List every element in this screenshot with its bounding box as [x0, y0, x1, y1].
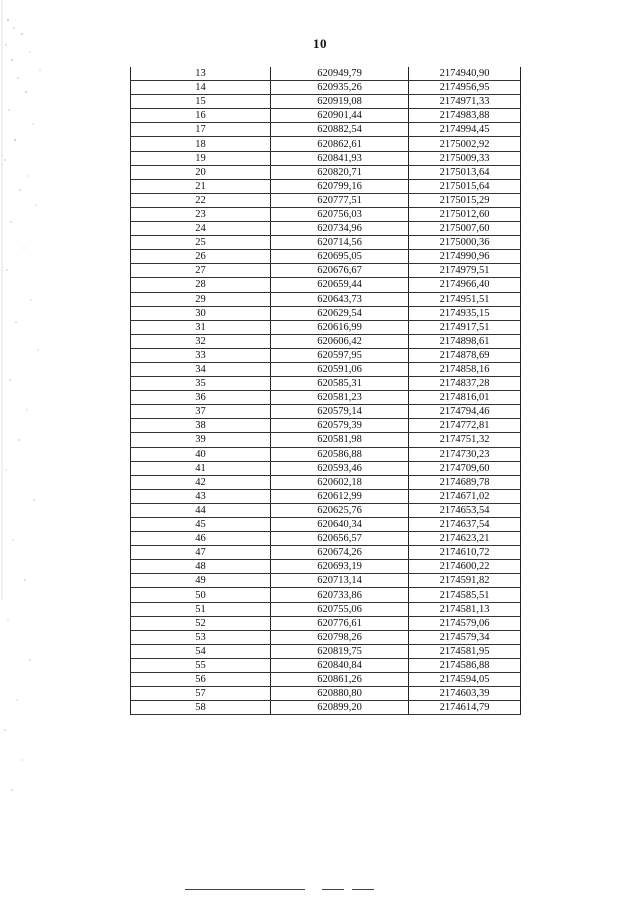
x-coordinate-cell: 620819,75 — [271, 644, 409, 658]
y-coordinate-cell: 2174603,39 — [409, 687, 521, 701]
x-coordinate-cell: 620693,19 — [271, 560, 409, 574]
table-row — [131, 377, 521, 391]
y-coordinate-cell: 2174579,06 — [409, 616, 521, 630]
table-row — [131, 109, 521, 123]
table-row — [131, 475, 521, 489]
y-coordinate-cell: 2174614,79 — [409, 701, 521, 715]
table-row — [131, 123, 521, 137]
point-number-cell: 45 — [131, 518, 271, 532]
y-coordinate-cell: 2174898,61 — [409, 334, 521, 348]
point-number-cell: 17 — [131, 123, 271, 137]
point-number-cell: 37 — [131, 405, 271, 419]
point-number-cell: 43 — [131, 489, 271, 503]
point-number-cell: 46 — [131, 532, 271, 546]
x-coordinate-cell: 620949,79 — [271, 67, 409, 81]
y-coordinate-cell: 2174579,34 — [409, 630, 521, 644]
x-coordinate-cell: 620714,56 — [271, 236, 409, 250]
coordinates-table — [130, 67, 521, 715]
y-coordinate-cell: 2175000,36 — [409, 236, 521, 250]
table-row — [131, 95, 521, 109]
x-coordinate-cell: 620695,05 — [271, 250, 409, 264]
point-number-cell: 31 — [131, 320, 271, 334]
table-row — [131, 362, 521, 376]
point-number-cell: 25 — [131, 236, 271, 250]
x-coordinate-cell: 620901,44 — [271, 109, 409, 123]
x-coordinate-cell: 620581,98 — [271, 433, 409, 447]
x-coordinate-cell: 620880,80 — [271, 687, 409, 701]
x-coordinate-cell: 620643,73 — [271, 292, 409, 306]
y-coordinate-cell: 2174837,28 — [409, 377, 521, 391]
point-number-cell: 24 — [131, 222, 271, 236]
table-row — [131, 81, 521, 95]
x-coordinate-cell: 620625,76 — [271, 503, 409, 517]
y-coordinate-cell: 2174917,51 — [409, 320, 521, 334]
point-number-cell: 21 — [131, 179, 271, 193]
table-row — [131, 630, 521, 644]
table-row — [131, 236, 521, 250]
point-number-cell: 49 — [131, 574, 271, 588]
y-coordinate-cell: 2174878,69 — [409, 348, 521, 362]
y-coordinate-cell: 2174730,23 — [409, 447, 521, 461]
table-row — [131, 518, 521, 532]
y-coordinate-cell: 2175015,29 — [409, 193, 521, 207]
point-number-cell: 19 — [131, 151, 271, 165]
point-number-cell: 58 — [131, 701, 271, 715]
y-coordinate-cell: 2174594,05 — [409, 673, 521, 687]
point-number-cell: 44 — [131, 503, 271, 517]
x-coordinate-cell: 620935,26 — [271, 81, 409, 95]
point-number-cell: 13 — [131, 67, 271, 81]
x-coordinate-cell: 620899,20 — [271, 701, 409, 715]
x-coordinate-cell: 620597,95 — [271, 348, 409, 362]
x-coordinate-cell: 620840,84 — [271, 658, 409, 672]
y-coordinate-cell: 2174966,40 — [409, 278, 521, 292]
point-number-cell: 33 — [131, 348, 271, 362]
table-row — [131, 348, 521, 362]
table-row — [131, 292, 521, 306]
point-number-cell: 35 — [131, 377, 271, 391]
y-coordinate-cell: 2175009,33 — [409, 151, 521, 165]
x-coordinate-cell: 620579,14 — [271, 405, 409, 419]
point-number-cell: 32 — [131, 334, 271, 348]
x-coordinate-cell: 620585,31 — [271, 377, 409, 391]
table-row — [131, 658, 521, 672]
table-row — [131, 193, 521, 207]
x-coordinate-cell: 620581,23 — [271, 391, 409, 405]
x-coordinate-cell: 620612,99 — [271, 489, 409, 503]
table-row — [131, 503, 521, 517]
x-coordinate-cell: 620799,16 — [271, 179, 409, 193]
table-row — [131, 306, 521, 320]
table-row — [131, 419, 521, 433]
y-coordinate-cell: 2174581,95 — [409, 644, 521, 658]
x-coordinate-cell: 620882,54 — [271, 123, 409, 137]
point-number-cell: 36 — [131, 391, 271, 405]
y-coordinate-cell: 2174858,16 — [409, 362, 521, 376]
y-coordinate-cell: 2175007,60 — [409, 222, 521, 236]
x-coordinate-cell: 620798,26 — [271, 630, 409, 644]
point-number-cell: 22 — [131, 193, 271, 207]
point-number-cell: 41 — [131, 461, 271, 475]
point-number-cell: 54 — [131, 644, 271, 658]
x-coordinate-cell: 620777,51 — [271, 193, 409, 207]
x-coordinate-cell: 620616,99 — [271, 320, 409, 334]
y-coordinate-cell: 2174990,96 — [409, 250, 521, 264]
x-coordinate-cell: 620586,88 — [271, 447, 409, 461]
x-coordinate-cell: 620733,86 — [271, 588, 409, 602]
table-row — [131, 207, 521, 221]
point-number-cell: 15 — [131, 95, 271, 109]
point-number-cell: 51 — [131, 602, 271, 616]
point-number-cell: 23 — [131, 207, 271, 221]
point-number-cell: 20 — [131, 165, 271, 179]
y-coordinate-cell: 2174951,51 — [409, 292, 521, 306]
x-coordinate-cell: 620674,26 — [271, 546, 409, 560]
point-number-cell: 39 — [131, 433, 271, 447]
y-coordinate-cell: 2174940,90 — [409, 67, 521, 81]
point-number-cell: 18 — [131, 137, 271, 151]
y-coordinate-cell: 2174637,54 — [409, 518, 521, 532]
footer-rule — [185, 889, 305, 890]
point-number-cell: 56 — [131, 673, 271, 687]
table-row — [131, 701, 521, 715]
y-coordinate-cell: 2174935,15 — [409, 306, 521, 320]
table-row — [131, 250, 521, 264]
x-coordinate-cell: 620606,42 — [271, 334, 409, 348]
x-coordinate-cell: 620656,57 — [271, 532, 409, 546]
x-coordinate-cell: 620919,08 — [271, 95, 409, 109]
coordinates-table-body — [131, 67, 521, 715]
y-coordinate-cell: 2174772,81 — [409, 419, 521, 433]
x-coordinate-cell: 620640,34 — [271, 518, 409, 532]
table-row — [131, 222, 521, 236]
table-row — [131, 574, 521, 588]
table-row — [131, 433, 521, 447]
table-row — [131, 391, 521, 405]
table-row — [131, 616, 521, 630]
x-coordinate-cell: 620591,06 — [271, 362, 409, 376]
point-number-cell: 14 — [131, 81, 271, 95]
point-number-cell: 16 — [131, 109, 271, 123]
x-coordinate-cell: 620676,67 — [271, 264, 409, 278]
y-coordinate-cell: 2174586,88 — [409, 658, 521, 672]
table-row — [131, 320, 521, 334]
y-coordinate-cell: 2174956,95 — [409, 81, 521, 95]
y-coordinate-cell: 2175012,60 — [409, 207, 521, 221]
point-number-cell: 55 — [131, 658, 271, 672]
point-number-cell: 30 — [131, 306, 271, 320]
y-coordinate-cell: 2175015,64 — [409, 179, 521, 193]
y-coordinate-cell: 2174600,22 — [409, 560, 521, 574]
x-coordinate-cell: 620862,61 — [271, 137, 409, 151]
table-row — [131, 644, 521, 658]
y-coordinate-cell: 2174751,32 — [409, 433, 521, 447]
table-row — [131, 447, 521, 461]
y-coordinate-cell: 2174581,13 — [409, 602, 521, 616]
point-number-cell: 26 — [131, 250, 271, 264]
x-coordinate-cell: 620755,06 — [271, 602, 409, 616]
point-number-cell: 38 — [131, 419, 271, 433]
y-coordinate-cell: 2174653,54 — [409, 503, 521, 517]
x-coordinate-cell: 620713,14 — [271, 574, 409, 588]
point-number-cell: 57 — [131, 687, 271, 701]
table-row — [131, 334, 521, 348]
y-coordinate-cell: 2174623,21 — [409, 532, 521, 546]
y-coordinate-cell: 2174979,51 — [409, 264, 521, 278]
x-coordinate-cell: 620841,93 — [271, 151, 409, 165]
y-coordinate-cell: 2174971,33 — [409, 95, 521, 109]
table-row — [131, 461, 521, 475]
x-coordinate-cell: 620602,18 — [271, 475, 409, 489]
point-number-cell: 34 — [131, 362, 271, 376]
table-row — [131, 405, 521, 419]
y-coordinate-cell: 2175002,92 — [409, 137, 521, 151]
point-number-cell: 42 — [131, 475, 271, 489]
x-coordinate-cell: 620776,61 — [271, 616, 409, 630]
point-number-cell: 29 — [131, 292, 271, 306]
x-coordinate-cell: 620593,46 — [271, 461, 409, 475]
y-coordinate-cell: 2174709,60 — [409, 461, 521, 475]
point-number-cell: 27 — [131, 264, 271, 278]
y-coordinate-cell: 2174671,02 — [409, 489, 521, 503]
table-row — [131, 673, 521, 687]
point-number-cell: 28 — [131, 278, 271, 292]
y-coordinate-cell: 2174794,46 — [409, 405, 521, 419]
page-number: 10 — [313, 36, 327, 51]
table-row — [131, 687, 521, 701]
point-number-cell: 40 — [131, 447, 271, 461]
point-number-cell: 52 — [131, 616, 271, 630]
table-row — [131, 278, 521, 292]
table-row — [131, 264, 521, 278]
table-row — [131, 602, 521, 616]
x-coordinate-cell: 620579,39 — [271, 419, 409, 433]
x-coordinate-cell: 620820,71 — [271, 165, 409, 179]
table-row — [131, 588, 521, 602]
table-row — [131, 532, 521, 546]
table-row — [131, 137, 521, 151]
table-row — [131, 151, 521, 165]
x-coordinate-cell: 620629,54 — [271, 306, 409, 320]
footer-rule-short — [352, 889, 374, 890]
y-coordinate-cell: 2174591,82 — [409, 574, 521, 588]
table-row — [131, 489, 521, 503]
point-number-cell: 50 — [131, 588, 271, 602]
x-coordinate-cell: 620734,96 — [271, 222, 409, 236]
y-coordinate-cell: 2175013,64 — [409, 165, 521, 179]
point-number-cell: 53 — [131, 630, 271, 644]
y-coordinate-cell: 2174816,01 — [409, 391, 521, 405]
x-coordinate-cell: 620659,44 — [271, 278, 409, 292]
point-number-cell: 48 — [131, 560, 271, 574]
table-row — [131, 179, 521, 193]
point-number-cell: 47 — [131, 546, 271, 560]
table-row — [131, 546, 521, 560]
y-coordinate-cell: 2174689,78 — [409, 475, 521, 489]
x-coordinate-cell: 620756,03 — [271, 207, 409, 221]
footer-rule-short — [322, 889, 344, 890]
scan-noise — [0, 0, 90, 905]
table-row — [131, 165, 521, 179]
y-coordinate-cell: 2174983,88 — [409, 109, 521, 123]
y-coordinate-cell: 2174994,45 — [409, 123, 521, 137]
y-coordinate-cell: 2174585,51 — [409, 588, 521, 602]
x-coordinate-cell: 620861,26 — [271, 673, 409, 687]
y-coordinate-cell: 2174610,72 — [409, 546, 521, 560]
table-row — [131, 560, 521, 574]
table-row — [131, 67, 521, 81]
